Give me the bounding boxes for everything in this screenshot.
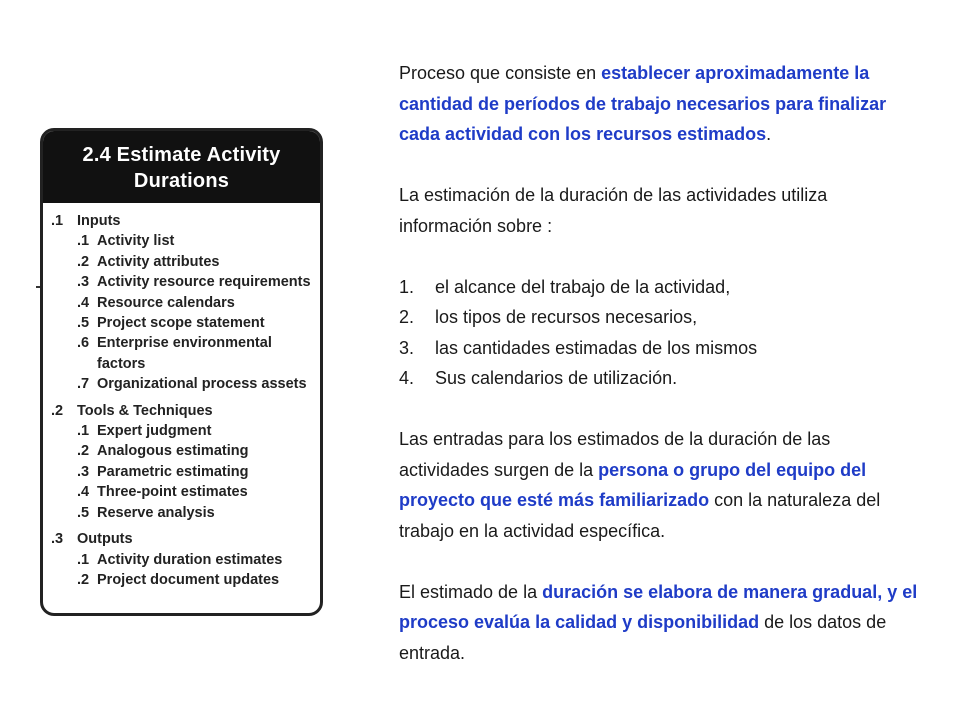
item-number: .2 <box>77 253 90 270</box>
process-card <box>40 128 323 616</box>
group-label: Inputs <box>77 213 121 229</box>
group-label: Outputs <box>77 531 133 548</box>
card-list-item <box>51 231 320 251</box>
process-card-body <box>43 203 320 590</box>
card-list-item <box>51 462 320 482</box>
card-group-heading <box>51 211 320 231</box>
process-title-line1: 2.4 Estimate Activity <box>82 144 281 166</box>
item-number: .1 <box>77 233 90 250</box>
process-card-header <box>43 131 320 203</box>
item-number: .5 <box>77 315 90 332</box>
item-text: Expert judgment <box>97 423 212 440</box>
item-text: Enterprise environmental factors <box>97 335 272 372</box>
card-list-item <box>51 550 320 570</box>
list-num: 2. <box>399 307 415 327</box>
process-title-line2: Durations <box>133 170 230 192</box>
item-number: .4 <box>77 484 90 501</box>
item-text: Activity duration estimates <box>97 551 283 568</box>
list-text: las cantidades estimadas de los mismos <box>435 337 758 358</box>
item-text: Reserve analysis <box>97 504 215 521</box>
p1-text-a: Proceso que consiste en <box>399 63 602 83</box>
item-text: Organizational process assets <box>97 376 307 393</box>
paragraph-inputs <box>399 424 919 546</box>
item-text: Parametric estimating <box>97 463 249 480</box>
p4-text-a: El estimado de la <box>399 581 543 602</box>
paragraph-estimate <box>399 577 919 669</box>
paragraph-info: La estimación de la duración de las actividades utiliza información sobre : <box>399 185 828 236</box>
list-item <box>399 333 919 364</box>
item-number: .5 <box>77 504 90 521</box>
info-list <box>399 272 919 394</box>
card-group-heading <box>51 529 320 549</box>
card-list-item <box>51 503 320 523</box>
paragraph-definition <box>399 58 919 150</box>
list-num: 4. <box>399 368 415 388</box>
item-text: Project document updates <box>97 571 280 588</box>
item-text: Analogous estimating <box>97 443 249 460</box>
p3-text-a: Las entradas para los estimados de la duración de las actividades surgen de la <box>399 429 831 480</box>
card-list-item <box>51 482 320 502</box>
list-text: los tipos de recursos necesarios, <box>435 307 698 327</box>
list-text: Sus calendarios de utilización. <box>435 368 678 388</box>
explanation-text <box>399 58 919 668</box>
list-text: el alcance del trabajo de la actividad, <box>435 276 731 297</box>
item-text: Resource calendars <box>97 294 235 311</box>
card-list-item <box>51 333 320 374</box>
p4-text-c: de los datos de entrada. <box>399 612 887 663</box>
item-text: Activity resource requirements <box>97 274 311 291</box>
item-number: .2 <box>77 571 90 588</box>
item-text: Activity list <box>97 233 175 250</box>
list-num: 3. <box>399 337 415 358</box>
card-list-item <box>51 441 320 461</box>
p3-text-c: con la naturaleza del trabajo en la actividad específica. <box>399 490 881 541</box>
item-text: Activity attributes <box>97 253 220 270</box>
card-list-item <box>51 374 320 394</box>
card-group-heading <box>51 401 320 421</box>
item-number: .3 <box>77 463 90 480</box>
item-number: .2 <box>77 443 90 460</box>
item-number: .4 <box>77 294 90 311</box>
item-number: .1 <box>77 423 90 440</box>
card-list-item <box>51 252 320 272</box>
p4-highlight: duración se elabora de manera gradual, y el proceso evalúa la calidad y disponibilidad <box>399 581 918 632</box>
item-text: Three-point estimates <box>97 484 248 501</box>
group-number: .1 <box>51 213 64 229</box>
card-list-item <box>51 313 320 333</box>
card-list-item <box>51 421 320 441</box>
card-list-item <box>51 293 320 313</box>
item-number: .1 <box>77 551 90 568</box>
list-item <box>399 302 919 333</box>
p1-highlight: establecer aproximadamente la cantidad de períodos de trabajo necesarios para finalizar cada actividad con los recursos estimados <box>399 63 887 144</box>
list-item <box>399 363 919 394</box>
item-number: .6 <box>77 335 90 352</box>
p1-text-c: . <box>766 124 772 144</box>
p3-highlight: persona o grupo del equipo del proyecto que esté más familiarizado <box>399 459 867 510</box>
group-number: .3 <box>51 531 64 548</box>
item-text: Project scope statement <box>97 315 265 332</box>
card-list-item <box>51 272 320 292</box>
card-list-item <box>51 570 320 590</box>
item-number: .3 <box>77 274 90 291</box>
group-number: .2 <box>51 402 64 419</box>
group-label: Tools & Techniques <box>77 402 213 419</box>
list-item <box>399 272 919 303</box>
item-number: .7 <box>77 376 90 393</box>
list-num: 1. <box>399 276 415 297</box>
